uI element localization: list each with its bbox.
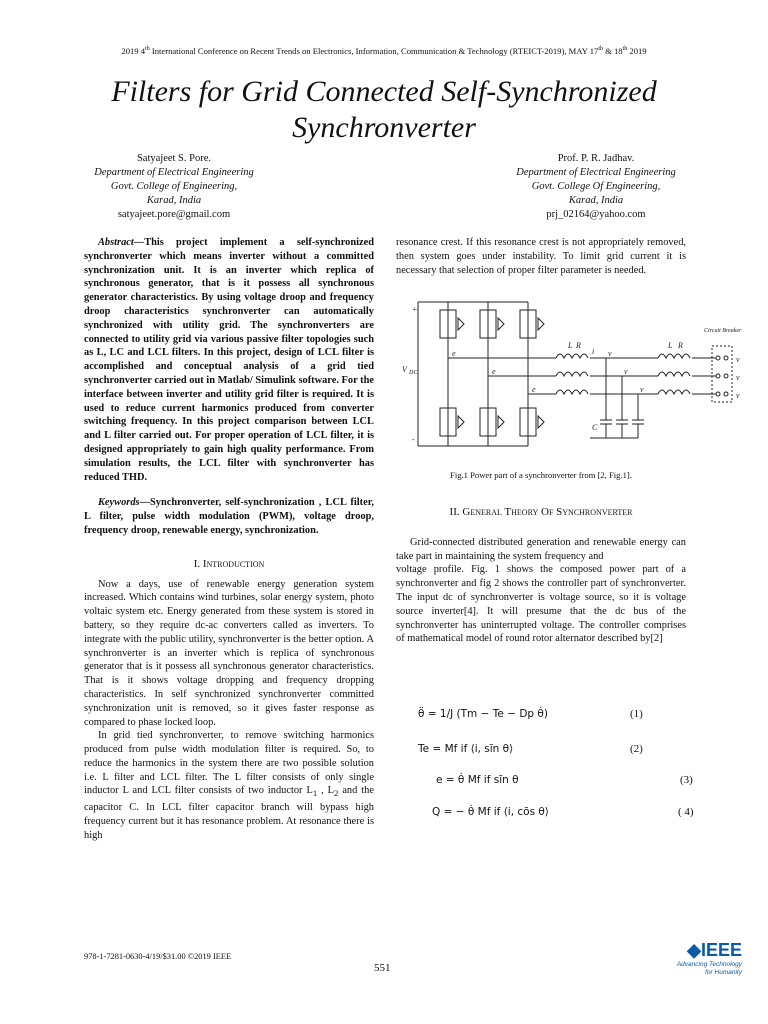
intro-paragraph-2: In grid tied synchronverter, to remove switching harmonics produced from pulse width modulation filter is required. So, to reduce the harmonics in the system there are two possible solution i.e. L filter and LCL filter. The L filter consists of only single inductor L and LCL filter consists of two inductor $L_1$ , $L_2$ and the capacitor C. In LCL filter capacitor branch will bypass high frequency current but it has resonance problem. At resonance there is high bbox=[84, 730, 374, 841]
svg-text:Circuit Breaker: Circuit Breaker bbox=[704, 328, 742, 334]
svg-text:C: C bbox=[592, 423, 598, 432]
author-dept: Department of Electrical Engineering bbox=[516, 167, 676, 178]
svg-text:+: + bbox=[412, 305, 418, 314]
right-column-bottom bbox=[396, 506, 686, 646]
synchronverter-power-circuit-figure bbox=[400, 292, 742, 456]
author-dept: Department of Electrical Engineering bbox=[94, 167, 254, 178]
svg-text:R: R bbox=[678, 341, 683, 350]
page-number: 551 bbox=[374, 962, 391, 974]
author-email: satyajeet.pore@gmail.com bbox=[117, 209, 231, 220]
intro-paragraph-1: Now a days, use of renewable energy generation system increased. Which contains wind turbines, solar energy system, photo voltaic system etc. Energy generated from these system is stored in battery, so they require dc-ac converters called as inverters. To integrate with the public utility, synchronverter is the better option. A synchronverter is an inverter which is replica of synchronous generator that is it possess all synchronous generator characteristics. That is it shows voltage dropping and frequency dropping characteristics. In self synchronized synchronverter committed synchronization unit is removed, so it gives faster response as compared to phase locked loop. bbox=[84, 578, 374, 728]
svg-text:L: L bbox=[668, 341, 673, 350]
copyright-line: 978-1-7281-0630-4/19/$31.00 ©2019 IEEE bbox=[84, 952, 232, 961]
conference-header: 2019 4th International Conference on Recent Trends on Electronics, Information, Communication & Technology (RTEICT-2019), MAY 17th & 18th 2019 bbox=[121, 46, 647, 56]
equation-2: Te = Mf if ⟨i, sĩn θ⟩ bbox=[418, 743, 514, 755]
author-college: Govt. College of Engineering, bbox=[110, 181, 238, 192]
equation-4: Q = − θ̇ Mf if ⟨i, cõs θ⟩ bbox=[432, 806, 549, 818]
equation-number: (1) bbox=[630, 708, 643, 720]
paper-title: Filters for Grid Connected Self-Synchronized Synchronverter bbox=[111, 75, 657, 144]
author-block-1 bbox=[44, 152, 304, 222]
author-email: prj_02164@yahoo.com bbox=[546, 209, 646, 220]
equation-number: ( 4) bbox=[678, 806, 694, 818]
ieee-logo-mark: ◆IEEE bbox=[687, 940, 742, 960]
svg-text:v: v bbox=[736, 355, 740, 364]
svg-text:V: V bbox=[402, 365, 407, 374]
author-name: Prof. P. R. Jadhav. bbox=[557, 153, 635, 164]
equation-3: e = θ̇ Mf if sĩn θ bbox=[436, 774, 519, 786]
svg-text:R: R bbox=[576, 341, 581, 350]
svg-text:v: v bbox=[608, 349, 612, 358]
svg-text:v: v bbox=[640, 385, 644, 394]
theory-paragraph-2: voltage profile. Fig. 1 shows the composed power part of a synchronverter and fig 2 shows the controller part of synchronverter. The input dc of synchronverter is voltage source, so it is voltage source inverter[4]. It will presume that the dc bus of the synchronverter has uninterrupted voltage. The controller comprises of mathematical model of round rotor alternator described by[2] bbox=[396, 564, 686, 645]
svg-text:i: i bbox=[592, 347, 595, 356]
author-city: Karad, India bbox=[568, 195, 624, 206]
equation-number: (2) bbox=[630, 743, 643, 755]
svg-text:e: e bbox=[492, 367, 496, 376]
equation-1: θ̈ = 1/J (Tm − Te − Dp θ̇) bbox=[418, 708, 548, 720]
author-block-2 bbox=[466, 152, 726, 222]
svg-text:e: e bbox=[532, 385, 536, 394]
resonance-paragraph: resonance crest. If this resonance crest is not appropriately removed, then system goes under instability. To limit grid current it is necessary that selection of proper filter parameter is needed. bbox=[396, 237, 686, 276]
svg-text:v: v bbox=[736, 391, 740, 400]
section-heading-theory: II. General Theory Of Synchronverter bbox=[449, 506, 633, 518]
abstract: Abstract—This project implement a self-synchronized synchronverter which means inverter without a committed synchronization unit. It is an inverter which replica of synchronous generator, that is it possess all synchronous generator characteristics. By using voltage droop and frequency droop characteristics synchronverter can automatically synchronized with utility grid. The synchronverters are connected to utility grid via various passive filter topologies such as L, LC and LCL filters. In this project, design of LCL filter is accomplished and conceptual analysis of a grid tied synchronverter carried out in Matlab/ Simulink software. For the interface between inverter and utility grid filter is required. It is used to reduce current harmonics produced from converter switching frequency. In this project comparison between LCL and L filter carried out. For proper operation of LCL filter, it is designed appropriately to gain high quality performance. From simulation results, the LCL filter with synchronverter has reduced THD. bbox=[84, 237, 374, 483]
left-column bbox=[84, 236, 374, 843]
section-heading-introduction: I. Introduction bbox=[193, 557, 265, 570]
svg-text:v: v bbox=[624, 367, 628, 376]
keywords: Keywords—Synchronverter, self-synchronization , LCL filter, L filter, pulse width modulation (PWM), voltage droop, frequency droop, renewable energy, synchronization. bbox=[84, 497, 374, 536]
svg-text:e: e bbox=[452, 349, 456, 358]
theory-paragraph-1: Grid-connected distributed generation and renewable energy can take part in maintaining the system frequency and bbox=[396, 536, 686, 562]
author-city: Karad, India bbox=[146, 195, 202, 206]
author-college: Govt. College Of Engineering, bbox=[531, 181, 661, 192]
ieee-tagline: Advancing Technology for Humanity bbox=[676, 961, 742, 976]
svg-text:v: v bbox=[736, 373, 740, 382]
svg-text:-: - bbox=[412, 435, 415, 444]
figure-caption: Fig.1 Power part of a synchronverter from [2, Fig.1]. bbox=[450, 470, 632, 480]
svg-text:L: L bbox=[568, 341, 573, 350]
ieee-logo bbox=[662, 940, 742, 977]
right-column-top bbox=[396, 236, 686, 277]
svg-text:DC: DC bbox=[409, 370, 418, 376]
equation-number: (3) bbox=[680, 774, 693, 786]
author-name: Satyajeet S. Pore. bbox=[136, 153, 212, 164]
